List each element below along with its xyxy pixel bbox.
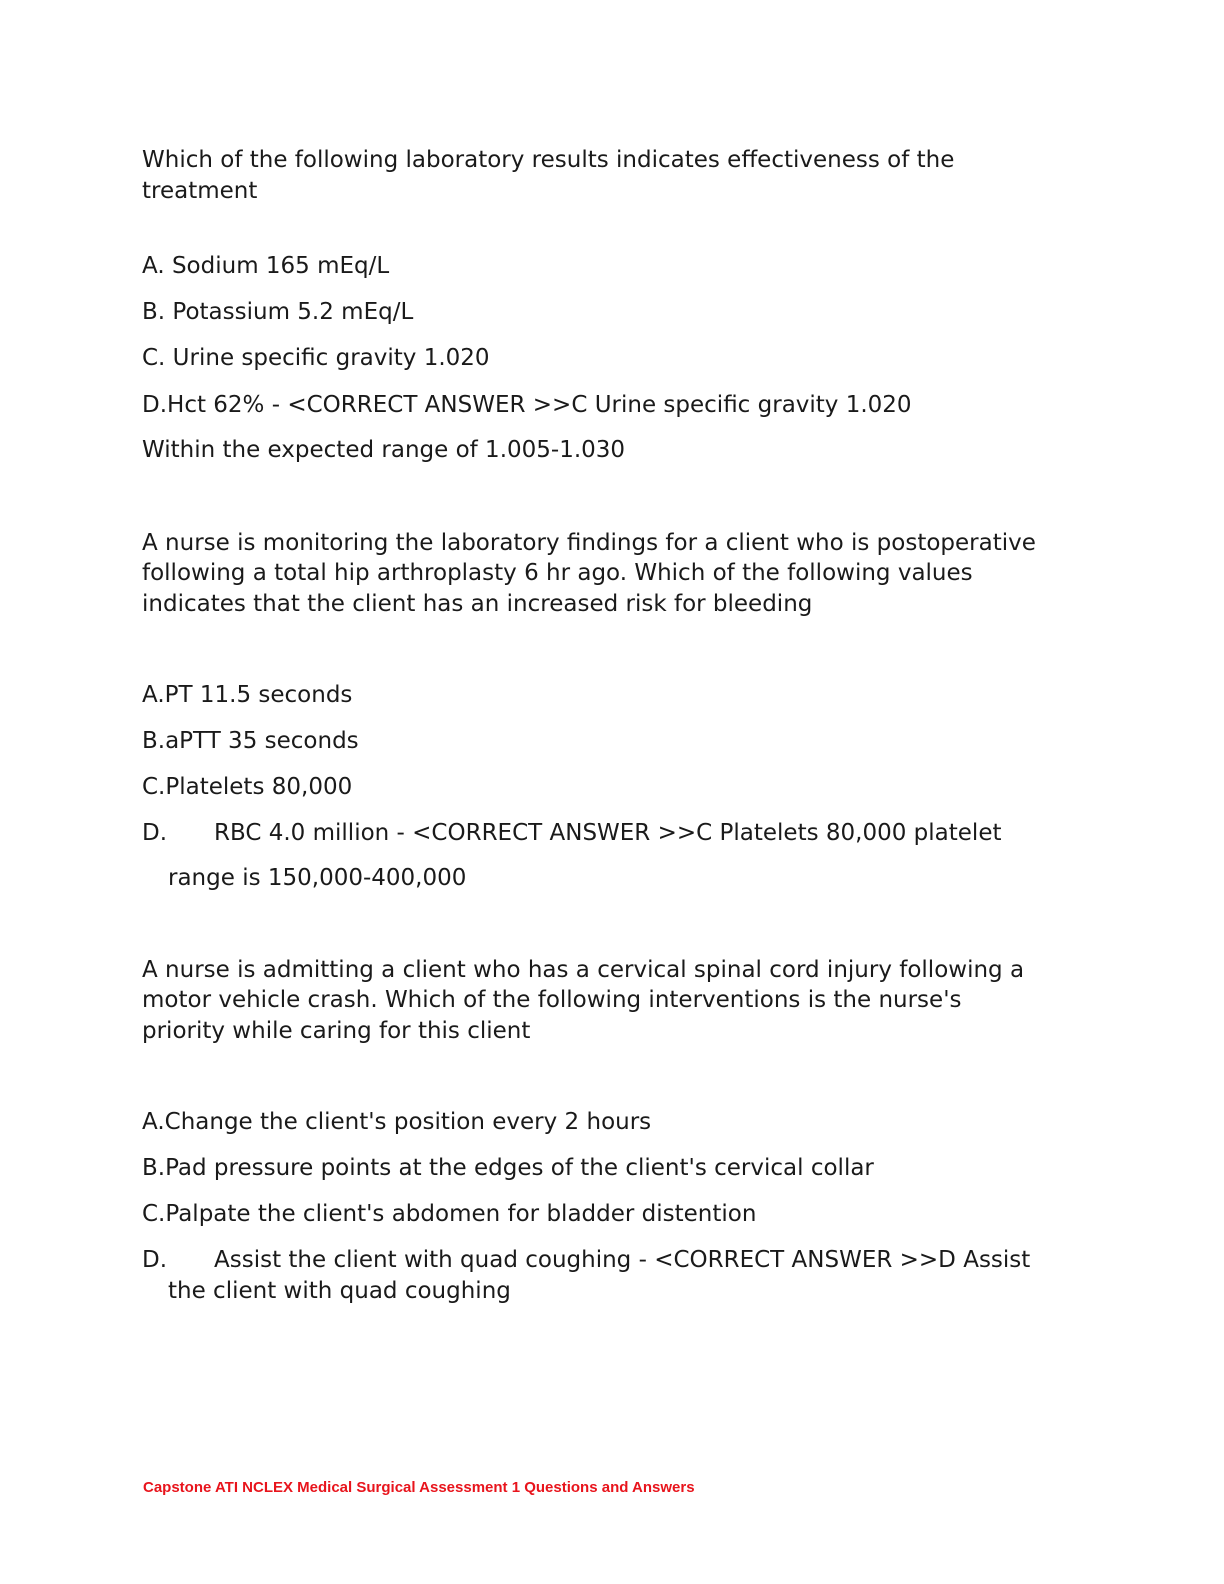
q3-option-b: B.Pad pressure points at the edges of the client's cervical collar — [142, 1155, 874, 1181]
q1-stem-line-2: treatment — [142, 178, 258, 204]
q3-stem-line-2: motor vehicle crash. Which of the following interventions is the nurse's — [142, 987, 962, 1013]
q3-option-d-marker: D. — [142, 1247, 168, 1273]
q2-stem-line-1: A nurse is monitoring the laboratory findings for a client who is postoperative — [142, 530, 1036, 556]
q3-option-a: A.Change the client's position every 2 hours — [142, 1109, 652, 1135]
q2-option-d-continuation: range is 150,000-400,000 — [168, 865, 467, 891]
q1-stem-line-1: Which of the following laboratory results indicates effectiveness of the — [142, 147, 955, 173]
q1-option-d: D.Hct 62% - <CORRECT ANSWER >>C Urine specific gravity 1.020 — [142, 392, 912, 418]
q3-option-d-continuation: the client with quad coughing — [168, 1278, 511, 1304]
q3-option-d-text: Assist the client with quad coughing - <CORRECT ANSWER >>D Assist — [214, 1247, 1031, 1273]
q3-stem-line-3: priority while caring for this client — [142, 1018, 531, 1044]
q2-option-a: A.PT 11.5 seconds — [142, 682, 353, 708]
q1-rationale: Within the expected range of 1.005-1.030 — [142, 437, 626, 463]
q2-option-d-marker: D. — [142, 820, 168, 846]
q3-option-c: C.Palpate the client's abdomen for bladder distention — [142, 1201, 757, 1227]
q3-stem-line-1: A nurse is admitting a client who has a cervical spinal cord injury following a — [142, 957, 1025, 983]
page-footer: Capstone ATI NCLEX Medical Surgical Assessment 1 Questions and Answers — [143, 1479, 695, 1496]
q2-option-d-text: RBC 4.0 million - <CORRECT ANSWER >>C Platelets 80,000 platelet — [214, 820, 1002, 846]
q2-option-b: B.aPTT 35 seconds — [142, 728, 359, 754]
q2-stem-line-2: following a total hip arthroplasty 6 hr ago. Which of the following values — [142, 560, 973, 586]
q1-option-b: B. Potassium 5.2 mEq/L — [142, 299, 414, 325]
q1-option-c: C. Urine specific gravity 1.020 — [142, 345, 490, 371]
q1-option-a: A. Sodium 165 mEq/L — [142, 253, 390, 279]
q2-option-c: C.Platelets 80,000 — [142, 774, 353, 800]
q2-stem-line-3: indicates that the client has an increased risk for bleeding — [142, 591, 813, 617]
